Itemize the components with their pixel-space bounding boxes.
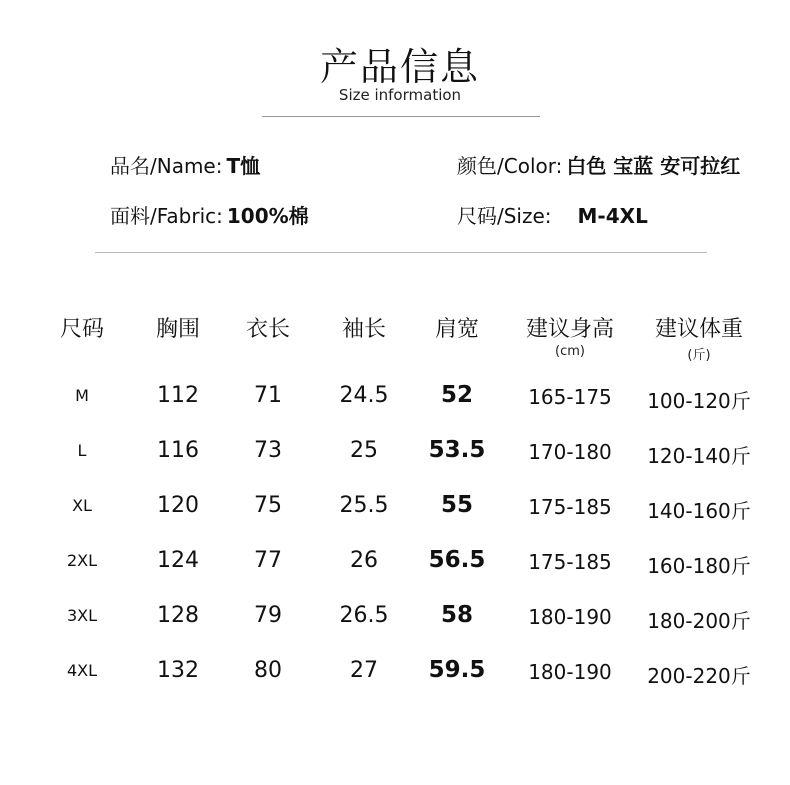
header-weight: 建议体重 bbox=[654, 317, 744, 342]
cell-length: 73 bbox=[254, 438, 282, 463]
cell-sleeve: 27 bbox=[350, 658, 378, 683]
cell-sleeve: 26 bbox=[350, 548, 378, 573]
cell-height: 175-185 bbox=[528, 550, 612, 574]
cell-sleeve: 24.5 bbox=[339, 383, 389, 408]
cell-shoulder: 52 bbox=[440, 382, 474, 408]
cell-size: 3XL bbox=[66, 606, 98, 625]
cell-shoulder: 55 bbox=[440, 492, 474, 518]
cell-weight: 180-200斤 bbox=[647, 609, 751, 633]
cell-sleeve: 26.5 bbox=[339, 603, 389, 628]
size-label: 尺码/Size: bbox=[457, 204, 552, 228]
cell-shoulder: 53.5 bbox=[428, 437, 486, 463]
cell-chest: 132 bbox=[157, 658, 199, 683]
cell-weight: 200-220斤 bbox=[647, 664, 751, 688]
cell-weight: 140-160斤 bbox=[647, 499, 751, 523]
name-label: 品名/Name: bbox=[110, 154, 223, 178]
cell-height: 165-175 bbox=[528, 385, 612, 409]
cell-shoulder: 58 bbox=[440, 602, 474, 628]
cell-chest: 124 bbox=[157, 548, 199, 573]
color-label: 颜色/Color: bbox=[457, 154, 563, 178]
cell-size: M bbox=[75, 386, 89, 405]
cell-shoulder: 59.5 bbox=[428, 657, 486, 683]
cell-length: 71 bbox=[254, 383, 282, 408]
cell-height: 180-190 bbox=[528, 660, 612, 684]
cell-weight: 100-120斤 bbox=[647, 389, 751, 413]
header-height-unit: (cm) bbox=[555, 344, 585, 359]
header-chest: 胸围 bbox=[155, 317, 201, 342]
fabric-value: 100%棉 bbox=[226, 204, 309, 228]
cell-chest: 120 bbox=[157, 493, 199, 518]
cell-length: 75 bbox=[254, 493, 282, 518]
color-value: 白色 宝蓝 安可拉红 bbox=[566, 154, 741, 178]
cell-chest: 112 bbox=[157, 383, 199, 408]
page-subtitle: Size information bbox=[338, 86, 462, 104]
cell-size: XL bbox=[72, 496, 92, 515]
cell-height: 170-180 bbox=[528, 440, 612, 464]
header-height: 建议身高 bbox=[525, 317, 615, 342]
cell-chest: 116 bbox=[157, 438, 199, 463]
header-length: 衣长 bbox=[245, 317, 291, 342]
header-shoulder: 肩宽 bbox=[434, 317, 480, 342]
info-size bbox=[457, 200, 648, 229]
page-title: 产品信息 bbox=[319, 45, 480, 89]
cell-height: 175-185 bbox=[528, 495, 612, 519]
cell-size: 2XL bbox=[66, 551, 98, 570]
cell-length: 77 bbox=[254, 548, 282, 573]
cell-height: 180-190 bbox=[528, 605, 612, 629]
cell-chest: 128 bbox=[157, 603, 199, 628]
info-fabric bbox=[110, 200, 309, 229]
cell-length: 80 bbox=[254, 658, 282, 683]
cell-length: 79 bbox=[254, 603, 282, 628]
title-divider bbox=[262, 116, 540, 117]
header-sleeve: 袖长 bbox=[341, 317, 387, 342]
info-name bbox=[110, 150, 260, 179]
cell-shoulder: 56.5 bbox=[428, 547, 486, 573]
cell-sleeve: 25 bbox=[350, 438, 378, 463]
header-weight-unit: (斤) bbox=[687, 348, 711, 363]
size-value: M-4XL bbox=[577, 204, 648, 228]
cell-size: L bbox=[77, 441, 87, 460]
header-size: 尺码 bbox=[59, 317, 105, 342]
cell-size: 4XL bbox=[66, 661, 98, 680]
cell-weight: 120-140斤 bbox=[647, 444, 751, 468]
fabric-label: 面料/Fabric: bbox=[110, 204, 223, 228]
name-value: T恤 bbox=[226, 154, 261, 178]
info-divider bbox=[95, 252, 707, 253]
info-color bbox=[457, 150, 740, 179]
cell-weight: 160-180斤 bbox=[647, 554, 751, 578]
cell-sleeve: 25.5 bbox=[339, 493, 389, 518]
